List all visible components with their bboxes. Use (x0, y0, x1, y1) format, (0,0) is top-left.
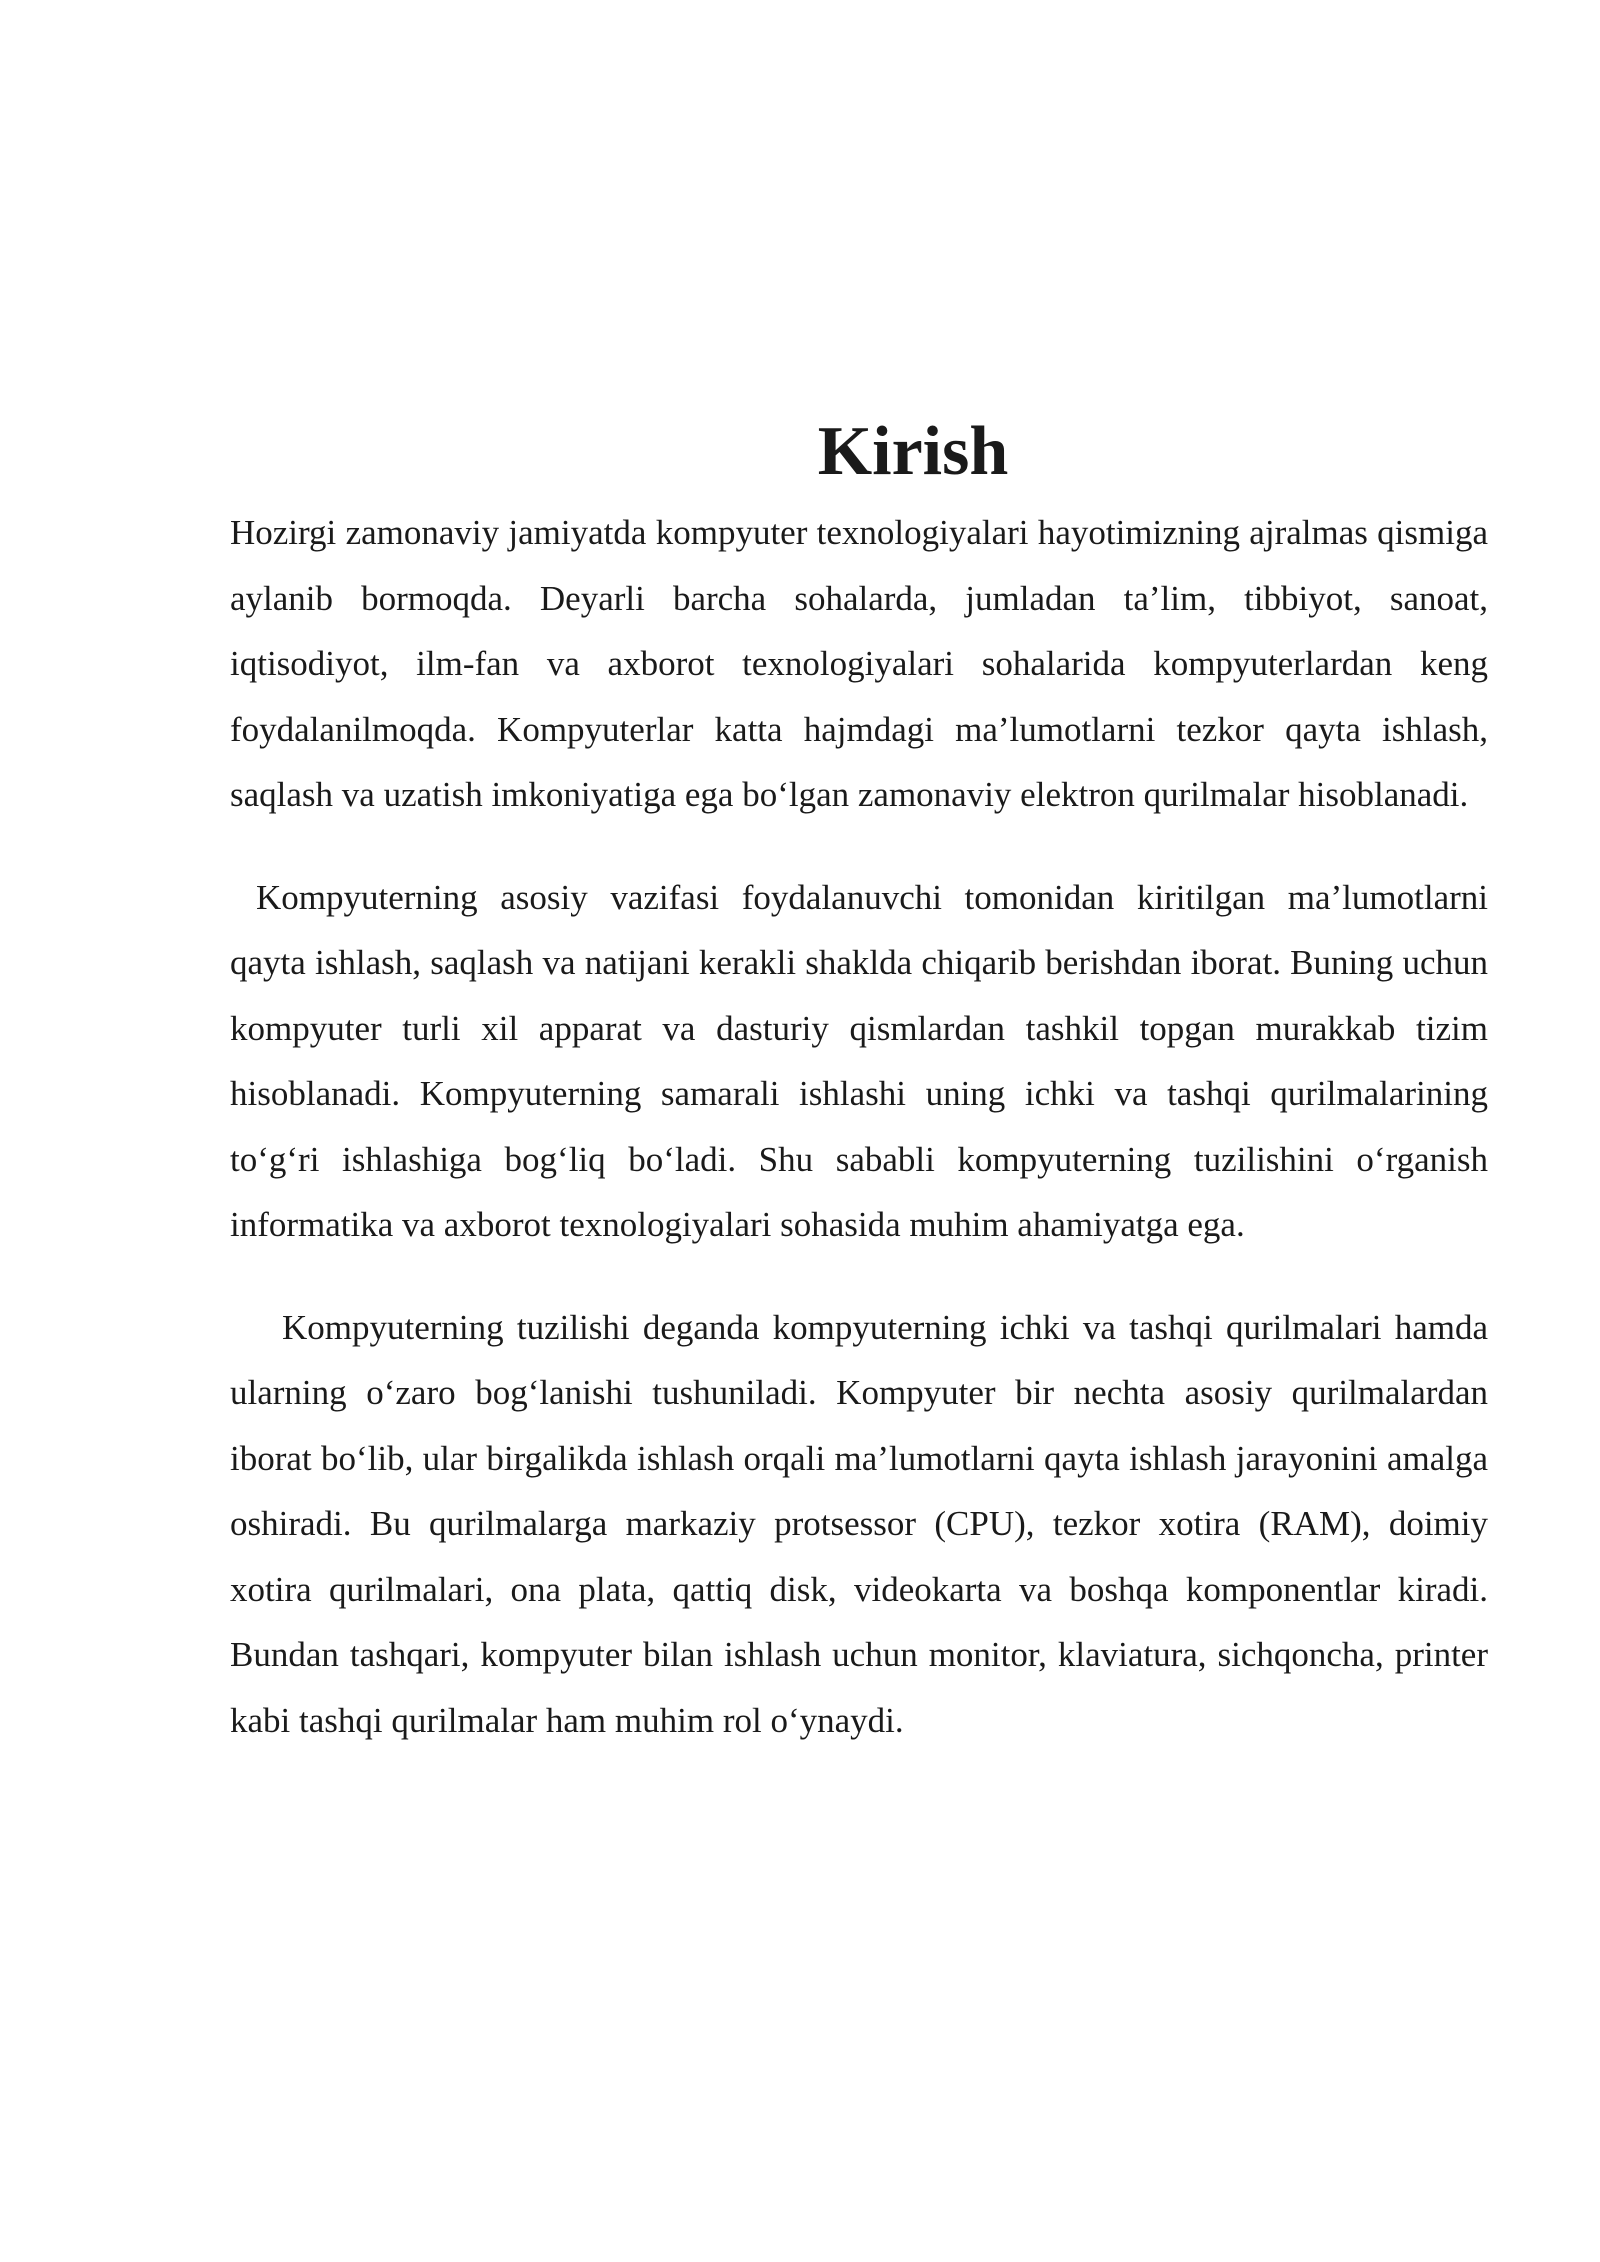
paragraph-1: Hozirgi zamonaviy jamiyatda kompyuter texnologiyalari hayotimizning ajralmas qismiga aylanib bormoqda. Deyarli barcha sohalarda, jumladan ta’lim, tibbiyot, sanoat, iqtisodiyot, ilm-fan va axborot texnologiyalari sohalarida kompyuterlardan keng foydalanilmoqda. Kompyuterlar katta hajmdagi ma’lumotlarni tezkor qayta ishlash, saqlash va uzatish imkoniyatiga ega bo‘lgan zamonaviy elektron qurilmalar hisoblanadi. (230, 513, 1488, 814)
paragraph-3: Kompyuterning tuzilishi deganda kompyuterning ichki va tashqi qurilmalari hamda ularning o‘zaro bog‘lanishi tushuniladi. Kompyuter bir nechta asosiy qurilmalardan iborat bo‘lib, ular birgalikda ishlash orqali ma’lumotlarni qayta ishlash jarayonini amalga oshiradi. Bu qurilmalarga markaziy protsessor (CPU), tezkor xotira (RAM), doimiy xotira qurilmalari, ona plata, qattiq disk, videokarta va boshqa komponentlar kiradi. Bundan tashqari, kompyuter bilan ishlash uchun monitor, klaviatura, sichqoncha, printer kabi tashqi qurilmalar ham muhim rol o‘ynaydi. (230, 1307, 1488, 1740)
paragraph-2: Kompyuterning asosiy vazifasi foydalanuvchi tomonidan kiritilgan ma’lumotlarni qayta ishlash, saqlash va natijani kerakli shaklda chiqarib berishdan iborat. Buning uchun kompyuter turli xil apparat va dasturiy qismlardan tashkil topgan murakkab tizim hisoblanadi. Kompyuterning samarali ishlashi uning ichki va tashqi qurilmalarining to‘g‘ri ishlashiga bog‘liq bo‘ladi. Shu sababli kompyuterning tuzilishini o‘rganish informatika va axborot texnologiyalari sohasida muhim ahamiyatga ega. (230, 877, 1488, 1244)
document-body (230, 413, 1488, 1753)
page-title: Kirish (817, 413, 1009, 490)
